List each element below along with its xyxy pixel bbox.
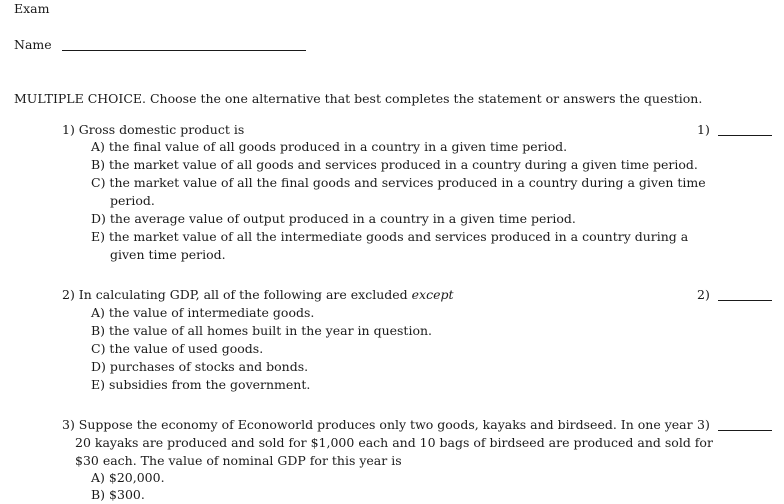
option-c: C) the market value of all the final goods and services produced in a country during a given time [91,175,706,190]
option-b: B) the market value of all goods and services produced in a country during a given time period. [91,157,698,172]
question-stem-continuation: $30 each. The value of nominal GDP for this year is [75,453,402,468]
option-a: A) $20,000. [91,470,165,485]
name-field[interactable] [14,36,52,54]
option-b: B) $300. [91,487,145,502]
option-e: E) subsidies from the government. [91,377,311,392]
option-c-continuation: period. [110,193,155,208]
option-d: D) the average value of output produced in a country in a given time period. [91,211,576,226]
option-e-continuation: given time period. [110,247,226,262]
section-heading: MULTIPLE CHOICE. Choose the one alternative that best completes the statement or answers the question. [14,91,703,106]
exam-title: Exam [14,1,50,16]
answer-blank-3[interactable] [718,430,772,431]
option-a: A) the value of intermediate goods. [91,305,315,320]
name-label: Name [14,37,52,52]
question-stem-emphasis: except [411,287,454,302]
answer-number-label: 3) [697,417,710,432]
answer-number-label: 2) [697,287,710,302]
option-e: E) the market value of all the intermediate goods and services produced in a country during a [91,229,689,244]
option-b: B) the value of all homes built in the year in question. [91,323,433,338]
name-blank-line[interactable] [62,50,306,51]
option-c: C) the value of used goods. [91,341,264,356]
answer-number-label: 1) [697,122,710,137]
question-stem [62,286,454,304]
question-stem-continuation: 20 kayaks are produced and sold for $1,000 each and 10 bags of birdseed are produced and sold for [75,435,713,450]
question-stem-text: 2) In calculating GDP, all of the following are excluded [62,287,412,302]
question-stem: 1) Gross domestic product is [62,122,245,137]
answer-blank-2[interactable] [718,300,772,301]
option-d: D) purchases of stocks and bonds. [91,359,309,374]
question-stem: 3) Suppose the economy of Econoworld produces only two goods, kayaks and birdseed. In one year [62,417,693,432]
answer-blank-1[interactable] [718,135,772,136]
option-a: A) the final value of all goods produced in a country in a given time period. [91,139,568,154]
